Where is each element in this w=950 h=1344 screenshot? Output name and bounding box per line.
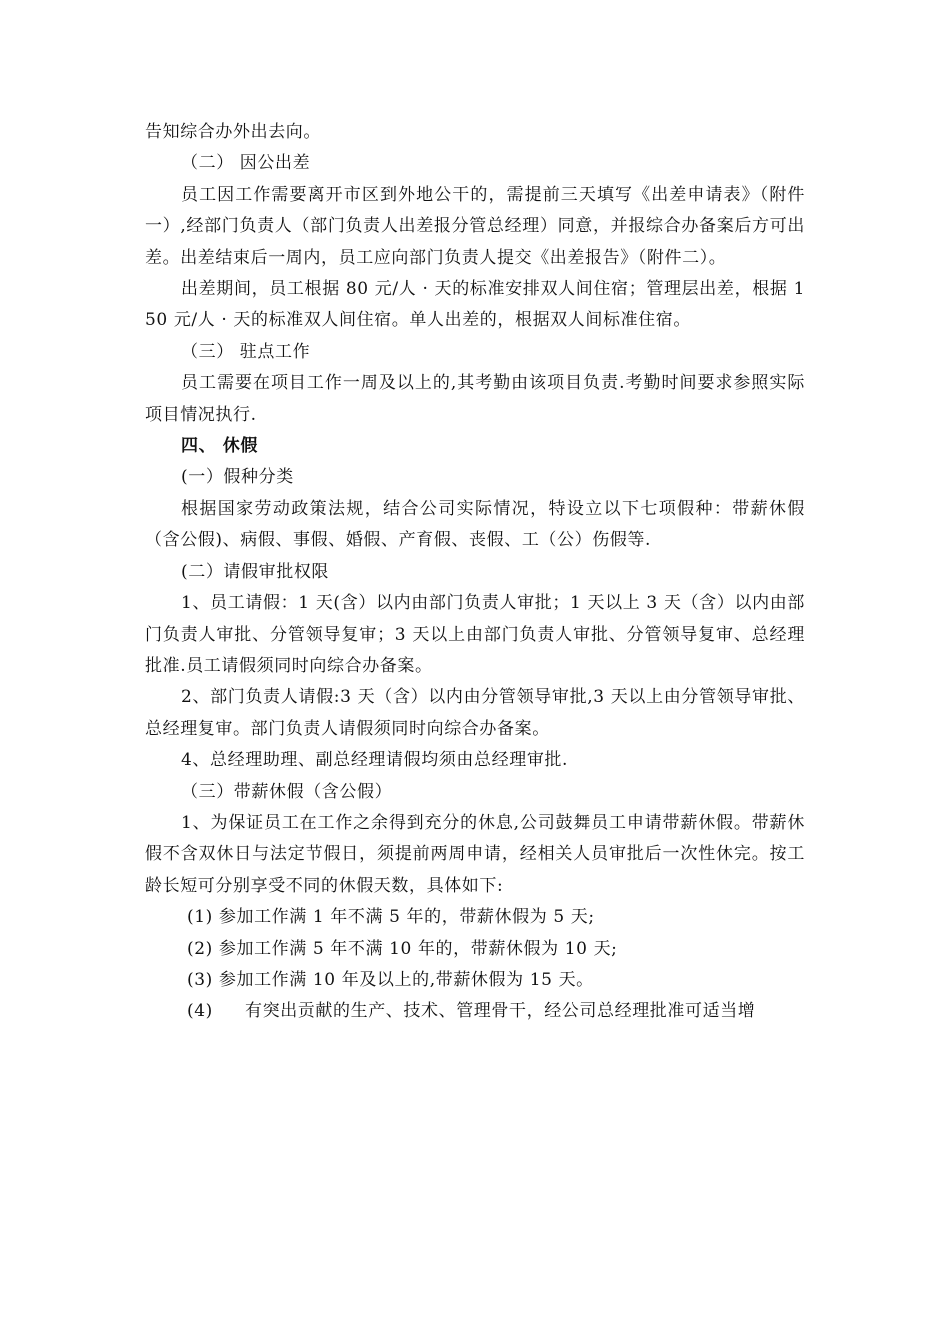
subheading-leave-types: (一）假种分类 <box>181 467 294 488</box>
subheading-leave-approval: (二）请假审批权限 <box>181 561 330 582</box>
paragraph-trip-accommodation: 出差期间，员工根据 80 元/人 · 天的标准安排双人间住宿；管理层出差，根据 150 元/人 · 天的标准双人间住宿。单人出差的，根据双人间标准住宿。 <box>145 279 805 331</box>
subheading-paid-leave: （三）带薪休假（含公假） <box>181 781 393 802</box>
section-heading-leave: 四、 休假 <box>181 436 258 457</box>
paragraph-executive-leave-approval: 4、总经理助理、副总经理请假均须由总经理审批. <box>181 750 569 771</box>
list-item <box>145 996 805 1027</box>
paragraph-manager-leave-approval: 2、部门负责人请假:3 天（含）以内由分管领导审批,3 天以上由分管领导审批、总经理复审。部门负责人请假须同时向综合办备案。 <box>145 687 805 739</box>
paragraph-paid-leave-policy: 1、为保证员工在工作之余得到充分的休息,公司鼓舞员工申请带薪休假。带薪休假不含双休日与法定节假日，须提前两周申请，经相关人员审批后一次性休完。按工龄长短可分别享受不同的休假天数，具体如下: <box>145 812 805 896</box>
list-item-number: (4) <box>187 1001 213 1022</box>
list-item-text: 有突出贡献的生产、技术、管理骨干，经公司总经理批准可适当增 <box>245 1001 756 1022</box>
paragraph-employee-leave-approval: 1、员工请假：1 天(含）以内由部门负责人审批；1 天以上 3 天（含）以内由部门负责人审批、分管领导复审；3 天以上由部门负责人审批、分管领导复审、总经理批准.员工请假须同时向综合办备案。 <box>145 593 805 676</box>
subheading-onsite-work: （三） 驻点工作 <box>181 341 311 362</box>
list-item: (2) 参加工作满 5 年不满 10 年的，带薪休假为 10 天; <box>187 938 618 959</box>
list-item: (3) 参加工作满 10 年及以上的,带薪休假为 15 天。 <box>187 969 594 990</box>
paragraph-business-trip-procedure: 员工因工作需要离开市区到外地公干的，需提前三天填写《出差申请表》（附件一）,经部门负责人（部门负责人出差报分管总经理）同意，并报综合办备案后方可出差。出差结束后一周内，员工应向部门负责人提交《出差报告》（附件二）。 <box>145 184 805 268</box>
subheading-business-trip: （二） 因公出差 <box>181 153 311 174</box>
paragraph-continuation: 告知综合办外出去向。 <box>145 122 321 142</box>
document-page <box>145 117 805 1028</box>
list-item: (1) 参加工作满 1 年不满 5 年的，带薪休假为 5 天; <box>187 907 595 928</box>
paragraph-onsite-attendance: 员工需要在项目工作一周及以上的,其考勤由该项目负责.考勤时间要求参照实际项目情况执行. <box>145 373 805 425</box>
paragraph-leave-types: 根据国家劳动政策法规，结合公司实际情况，特设立以下七项假种：带薪休假（含公假)、病假、事假、婚假、产育假、丧假、工（公）伤假等. <box>145 498 805 551</box>
